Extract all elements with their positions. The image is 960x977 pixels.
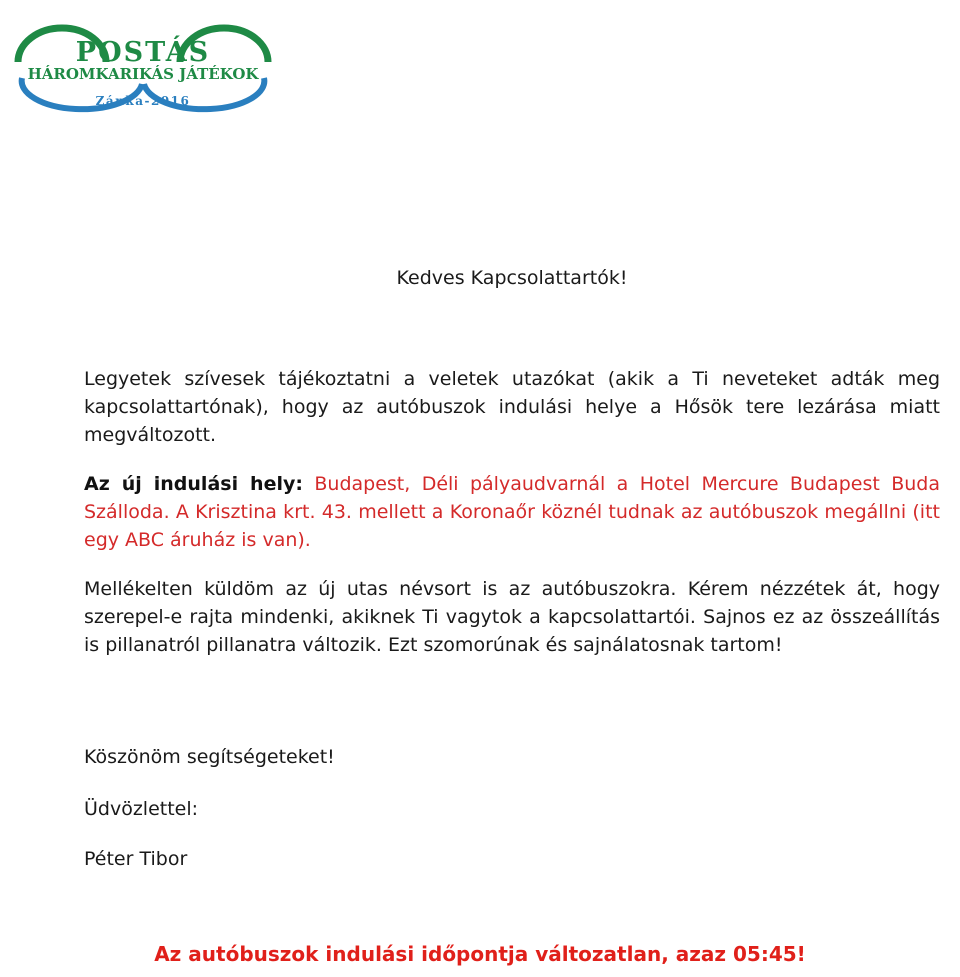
logo-subtitle: HÁROMKARIKÁS JÁTÉKOK <box>27 65 259 83</box>
new-location-text: Budapest, Déli pályaudvarnál a Hotel Mercure Budapest Buda Szálloda. A Krisztina krt. 43. mellett a Koronaőr köznél tudnak az autóbuszok megállni (itt egy ABC áruház is van). <box>84 473 940 551</box>
logo-title: POSTÁS <box>75 37 211 68</box>
paragraph-new-location <box>84 470 940 554</box>
paragraph-info: Legyetek szívesek tájékoztatni a veletek utazókat (akik a Ti neveteket adták meg kapcsolattartónak), hogy az autóbuszok indulási helye a Hősök tere lezárása miatt megváltozott. <box>84 368 940 446</box>
signature: Péter Tibor <box>84 848 188 870</box>
closing-thanks: Köszönöm segítségeteket! <box>84 746 335 768</box>
closing-regards: Üdvözlettel: <box>84 798 199 820</box>
departure-time-note: Az autóbuszok indulási időpontja változatlan, azaz 05:45! <box>154 942 806 966</box>
logo-graphic <box>12 22 274 114</box>
logo-place-year: Zánka-2016 <box>95 94 191 108</box>
greeting: Kedves Kapcsolattartók! <box>396 267 628 289</box>
event-logo <box>12 22 274 114</box>
paragraph-passenger-list: Mellékelten küldöm az új utas névsort is az autóbuszokra. Kérem nézzétek át, hogy szerepel-e rajta mindenki, akiknek Ti vagytok a kapcsolattartói. Sajnos ez az összeállítás is pillanatról pillanatra változik. Ezt szomorúnak és sajnálatosnak tartom! <box>84 578 940 656</box>
new-location-label: Az új indulási hely: <box>84 473 303 495</box>
